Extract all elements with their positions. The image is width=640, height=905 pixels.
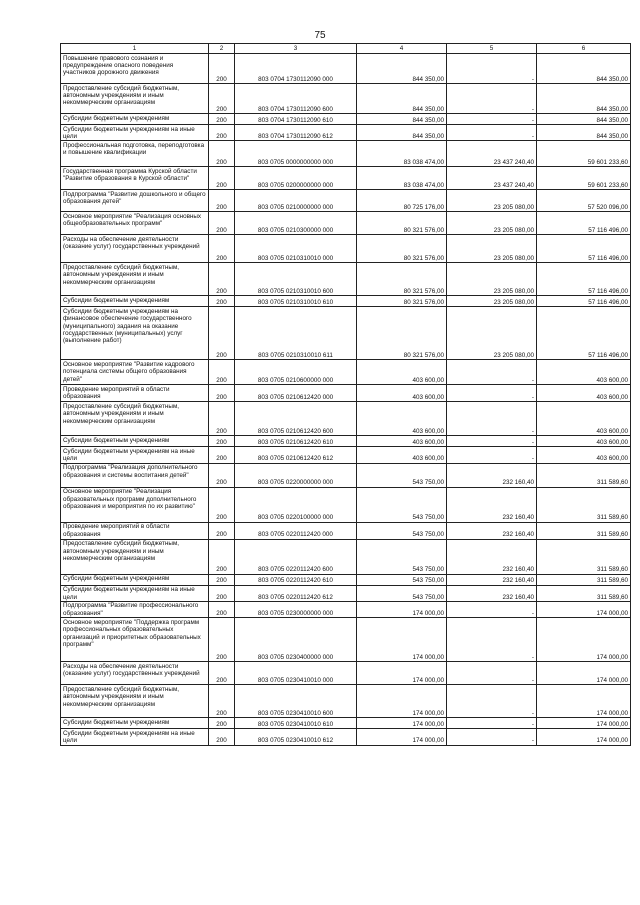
row-col2-cell: 200 [209, 522, 235, 539]
row-col6-cell: 311 589,60 [537, 585, 631, 601]
row-col5-cell: - [447, 360, 537, 385]
row-name-cell: Подпрограмма "Развитие профессионального образования" [61, 601, 209, 617]
row-col5-cell: 232 160,40 [447, 463, 537, 487]
row-col2-cell: 200 [209, 114, 235, 125]
row-col6-cell: 57 116 496,00 [537, 307, 631, 360]
row-col3-cell: 803 0705 0220100000 000 [235, 487, 357, 522]
row-col5-cell: 232 160,40 [447, 574, 537, 585]
row-col6-cell: 57 520 096,00 [537, 190, 631, 212]
row-col2-cell: 200 [209, 618, 235, 662]
row-col4-cell: 80 321 576,00 [357, 235, 447, 263]
row-col5-cell: - [447, 729, 537, 745]
table-row [61, 235, 631, 263]
row-col4-cell: 403 600,00 [357, 360, 447, 385]
row-col6-cell: 311 589,60 [537, 463, 631, 487]
row-col6-cell: 174 000,00 [537, 601, 631, 617]
row-col6-cell: 174 000,00 [537, 618, 631, 662]
row-col3-cell: 803 0705 0200000000 000 [235, 167, 357, 190]
row-col5-cell: 23 437 240,40 [447, 141, 537, 167]
row-col3-cell: 803 0705 0210300000 000 [235, 212, 357, 235]
row-col3-cell: 803 0705 0210310010 600 [235, 263, 357, 296]
row-col3-cell: 803 0704 1730112090 600 [235, 84, 357, 114]
row-name-cell: Проведение мероприятий в области образования [61, 522, 209, 539]
row-col3-cell: 803 0705 0210000000 000 [235, 190, 357, 212]
column-header-5: 5 [447, 44, 537, 54]
row-col4-cell: 403 600,00 [357, 402, 447, 436]
row-col2-cell: 200 [209, 212, 235, 235]
table-row [61, 141, 631, 167]
header-row [61, 44, 631, 54]
table-row [61, 296, 631, 307]
row-col5-cell: - [447, 114, 537, 125]
table-row [61, 212, 631, 235]
row-name-cell: Повышение правового сознания и предупреждение опасного поведения участников дорожного движения [61, 54, 209, 84]
row-col2-cell: 200 [209, 487, 235, 522]
row-name-cell: Субсидии бюджетным учреждениям на иные цели [61, 729, 209, 745]
row-col3-cell: 803 0705 0220112420 600 [235, 539, 357, 574]
row-name-cell: Основное мероприятие "Реализация образовательных программ дополнительного образования и мероприятия по их развитию" [61, 487, 209, 522]
row-col5-cell: 232 160,40 [447, 522, 537, 539]
page-number: 75 [314, 30, 326, 41]
row-col3-cell: 803 0704 1730112090 610 [235, 114, 357, 125]
row-col3-cell: 803 0705 0220112420 000 [235, 522, 357, 539]
row-col2-cell: 200 [209, 84, 235, 114]
row-col5-cell: 23 437 240,40 [447, 167, 537, 190]
row-name-cell: Подпрограмма "Развитие дошкольного и общего образования детей" [61, 190, 209, 212]
column-header-3: 3 [235, 44, 357, 54]
row-col3-cell: 803 0705 0210310010 000 [235, 235, 357, 263]
row-col6-cell: 174 000,00 [537, 662, 631, 685]
row-col4-cell: 844 350,00 [357, 114, 447, 125]
budget-table [60, 43, 631, 746]
row-col3-cell: 803 0705 0230400000 000 [235, 618, 357, 662]
row-col6-cell: 311 589,60 [537, 522, 631, 539]
row-col4-cell: 174 000,00 [357, 601, 447, 617]
table-row [61, 539, 631, 574]
table-row [61, 522, 631, 539]
row-name-cell: Предоставление субсидий бюджетным, автономным учреждениям и иным некоммерческим организациям [61, 84, 209, 114]
table-row [61, 601, 631, 617]
row-col3-cell: 803 0705 0000000000 000 [235, 141, 357, 167]
row-name-cell: Субсидии бюджетным учреждениям [61, 114, 209, 125]
row-col6-cell: 403 600,00 [537, 385, 631, 402]
row-col5-cell: 232 160,40 [447, 539, 537, 574]
row-col6-cell: 403 600,00 [537, 402, 631, 436]
row-col5-cell: 232 160,40 [447, 487, 537, 522]
row-col5-cell: 23 205 080,00 [447, 190, 537, 212]
table-row [61, 84, 631, 114]
row-name-cell: Подпрограмма "Реализация дополнительного образования и системы воспитания детей" [61, 463, 209, 487]
table-row [61, 487, 631, 522]
row-name-cell: Основное мероприятие "Реализация основных общеобразовательных программ" [61, 212, 209, 235]
row-col6-cell: 844 350,00 [537, 84, 631, 114]
row-col4-cell: 543 750,00 [357, 487, 447, 522]
table-row [61, 54, 631, 84]
table-row [61, 718, 631, 729]
row-col6-cell: 403 600,00 [537, 360, 631, 385]
row-name-cell: Проведение мероприятий в области образования [61, 385, 209, 402]
row-col5-cell: 232 160,40 [447, 585, 537, 601]
row-name-cell: Субсидии бюджетным учреждениям на финансовое обеспечение государственного (муниципального) задания на оказание государственных (муниципальных) услуг (выполнение работ) [61, 307, 209, 360]
row-name-cell: Расходы на обеспечение деятельности (оказание услуг) государственных учреждений [61, 235, 209, 263]
table-row [61, 190, 631, 212]
row-name-cell: Предоставление субсидий бюджетным, автономным учреждениям и иным некоммерческим организациям [61, 685, 209, 718]
table-row [61, 447, 631, 463]
row-col2-cell: 200 [209, 685, 235, 718]
row-col3-cell: 803 0705 0220112420 612 [235, 585, 357, 601]
row-col2-cell: 200 [209, 662, 235, 685]
row-col6-cell: 311 589,60 [537, 487, 631, 522]
row-col4-cell: 80 725 176,00 [357, 190, 447, 212]
row-col3-cell: 803 0705 0230410010 000 [235, 662, 357, 685]
row-col3-cell: 803 0705 0210310010 610 [235, 296, 357, 307]
row-col4-cell: 80 321 576,00 [357, 296, 447, 307]
row-col2-cell: 200 [209, 402, 235, 436]
row-col2-cell: 200 [209, 54, 235, 84]
row-col6-cell: 59 601 233,60 [537, 141, 631, 167]
row-col5-cell: 23 205 080,00 [447, 263, 537, 296]
row-col3-cell: 803 0705 0210612420 600 [235, 402, 357, 436]
row-name-cell: Предоставление субсидий бюджетным, автономным учреждениям и иным некоммерческим организациям [61, 263, 209, 296]
row-col4-cell: 83 038 474,00 [357, 141, 447, 167]
row-col5-cell: - [447, 618, 537, 662]
row-col4-cell: 174 000,00 [357, 662, 447, 685]
table-row [61, 618, 631, 662]
table-row [61, 729, 631, 745]
row-name-cell: Субсидии бюджетным учреждениям [61, 718, 209, 729]
row-col2-cell: 200 [209, 463, 235, 487]
row-col5-cell: - [447, 84, 537, 114]
table-row [61, 307, 631, 360]
row-col6-cell: 403 600,00 [537, 447, 631, 463]
row-col4-cell: 174 000,00 [357, 685, 447, 718]
table-row [61, 574, 631, 585]
table-row [61, 685, 631, 718]
row-col5-cell: - [447, 402, 537, 436]
row-col4-cell: 543 750,00 [357, 463, 447, 487]
row-col6-cell: 844 350,00 [537, 125, 631, 141]
row-name-cell: Предоставление субсидий бюджетным, автономным учреждениям и иным некоммерческим организациям [61, 539, 209, 574]
table-row [61, 114, 631, 125]
row-col5-cell: 23 205 080,00 [447, 307, 537, 360]
table-row [61, 585, 631, 601]
row-col2-cell: 200 [209, 436, 235, 447]
row-col2-cell: 200 [209, 263, 235, 296]
table-row [61, 125, 631, 141]
row-col2-cell: 200 [209, 385, 235, 402]
row-name-cell: Расходы на обеспечение деятельности (оказание услуг) государственных учреждений [61, 662, 209, 685]
table-row [61, 436, 631, 447]
row-col5-cell: 23 205 080,00 [447, 296, 537, 307]
row-col2-cell: 200 [209, 574, 235, 585]
row-col4-cell: 80 321 576,00 [357, 212, 447, 235]
row-col2-cell: 200 [209, 447, 235, 463]
row-name-cell: Субсидии бюджетным учреждениям на иные цели [61, 125, 209, 141]
row-col3-cell: 803 0705 0230410010 610 [235, 718, 357, 729]
row-col3-cell: 803 0705 0230410010 612 [235, 729, 357, 745]
row-col4-cell: 844 350,00 [357, 125, 447, 141]
row-col6-cell: 57 116 496,00 [537, 212, 631, 235]
row-name-cell: Субсидии бюджетным учреждениям [61, 574, 209, 585]
row-col5-cell: 23 205 080,00 [447, 212, 537, 235]
row-col4-cell: 844 350,00 [357, 84, 447, 114]
row-col2-cell: 200 [209, 296, 235, 307]
row-col2-cell: 200 [209, 729, 235, 745]
row-col3-cell: 803 0705 0210612420 612 [235, 447, 357, 463]
row-col2-cell: 200 [209, 190, 235, 212]
row-col4-cell: 80 321 576,00 [357, 263, 447, 296]
row-col2-cell: 200 [209, 307, 235, 360]
row-col6-cell: 59 601 233,60 [537, 167, 631, 190]
row-col5-cell: - [447, 385, 537, 402]
table-row [61, 402, 631, 436]
row-col4-cell: 844 350,00 [357, 54, 447, 84]
row-name-cell: Основное мероприятие "Поддержка программ профессиональных образовательных организаций и приоритетных образовательных программ" [61, 618, 209, 662]
row-col6-cell: 311 589,60 [537, 574, 631, 585]
row-col3-cell: 803 0705 0220000000 000 [235, 463, 357, 487]
row-col6-cell: 311 589,60 [537, 539, 631, 574]
row-col6-cell: 844 350,00 [537, 54, 631, 84]
row-col3-cell: 803 0704 1730112090 000 [235, 54, 357, 84]
table-row [61, 360, 631, 385]
row-col5-cell: - [447, 54, 537, 84]
row-col5-cell: - [447, 662, 537, 685]
table-row [61, 167, 631, 190]
row-col4-cell: 174 000,00 [357, 718, 447, 729]
column-header-4: 4 [357, 44, 447, 54]
row-name-cell: Государственная программа Курской области "Развитие образования в Курской области" [61, 167, 209, 190]
column-header-1: 1 [61, 44, 209, 54]
row-col2-cell: 200 [209, 141, 235, 167]
row-name-cell: Субсидии бюджетным учреждениям на иные цели [61, 447, 209, 463]
row-col3-cell: 803 0705 0210612420 000 [235, 385, 357, 402]
row-col2-cell: 200 [209, 125, 235, 141]
row-col2-cell: 200 [209, 360, 235, 385]
row-col4-cell: 543 750,00 [357, 574, 447, 585]
table-row [61, 463, 631, 487]
row-col5-cell: - [447, 125, 537, 141]
row-col4-cell: 80 321 576,00 [357, 307, 447, 360]
row-col2-cell: 200 [209, 585, 235, 601]
row-col4-cell: 174 000,00 [357, 618, 447, 662]
row-col2-cell: 200 [209, 167, 235, 190]
row-col2-cell: 200 [209, 601, 235, 617]
row-col3-cell: 803 0705 0230410010 600 [235, 685, 357, 718]
row-col2-cell: 200 [209, 235, 235, 263]
table-row [61, 662, 631, 685]
row-col6-cell: 174 000,00 [537, 718, 631, 729]
row-name-cell: Субсидии бюджетным учреждениям [61, 296, 209, 307]
row-col4-cell: 83 038 474,00 [357, 167, 447, 190]
row-col3-cell: 803 0704 1730112090 612 [235, 125, 357, 141]
row-col3-cell: 803 0705 0220112420 610 [235, 574, 357, 585]
row-col6-cell: 844 350,00 [537, 114, 631, 125]
row-col4-cell: 403 600,00 [357, 436, 447, 447]
row-col2-cell: 200 [209, 718, 235, 729]
table-row [61, 385, 631, 402]
row-col3-cell: 803 0705 0210310010 611 [235, 307, 357, 360]
row-col3-cell: 803 0705 0210612420 610 [235, 436, 357, 447]
row-col3-cell: 803 0705 0230000000 000 [235, 601, 357, 617]
row-col6-cell: 403 600,00 [537, 436, 631, 447]
row-col4-cell: 403 600,00 [357, 447, 447, 463]
row-col5-cell: - [447, 447, 537, 463]
row-col6-cell: 57 116 496,00 [537, 263, 631, 296]
row-col5-cell: - [447, 601, 537, 617]
column-header-2: 2 [209, 44, 235, 54]
row-name-cell: Субсидии бюджетным учреждениям на иные цели [61, 585, 209, 601]
table-row [61, 263, 631, 296]
row-name-cell: Профессиональная подготовка, переподготовка и повышение квалификации [61, 141, 209, 167]
row-col5-cell: - [447, 436, 537, 447]
row-name-cell: Предоставление субсидий бюджетным, автономным учреждениям и иным некоммерческим организациям [61, 402, 209, 436]
row-col4-cell: 543 750,00 [357, 522, 447, 539]
row-col4-cell: 543 750,00 [357, 539, 447, 574]
row-col4-cell: 543 750,00 [357, 585, 447, 601]
row-name-cell: Субсидии бюджетным учреждениям [61, 436, 209, 447]
row-col6-cell: 57 116 496,00 [537, 235, 631, 263]
row-col6-cell: 174 000,00 [537, 685, 631, 718]
row-col4-cell: 174 000,00 [357, 729, 447, 745]
row-col5-cell: - [447, 685, 537, 718]
row-col6-cell: 174 000,00 [537, 729, 631, 745]
column-header-6: 6 [537, 44, 631, 54]
row-col5-cell: 23 205 080,00 [447, 235, 537, 263]
row-name-cell: Основное мероприятие "Развитие кадрового потенциала системы общего образования детей" [61, 360, 209, 385]
row-col3-cell: 803 0705 0210600000 000 [235, 360, 357, 385]
row-col4-cell: 403 600,00 [357, 385, 447, 402]
row-col6-cell: 57 116 496,00 [537, 296, 631, 307]
row-col5-cell: - [447, 718, 537, 729]
row-col2-cell: 200 [209, 539, 235, 574]
